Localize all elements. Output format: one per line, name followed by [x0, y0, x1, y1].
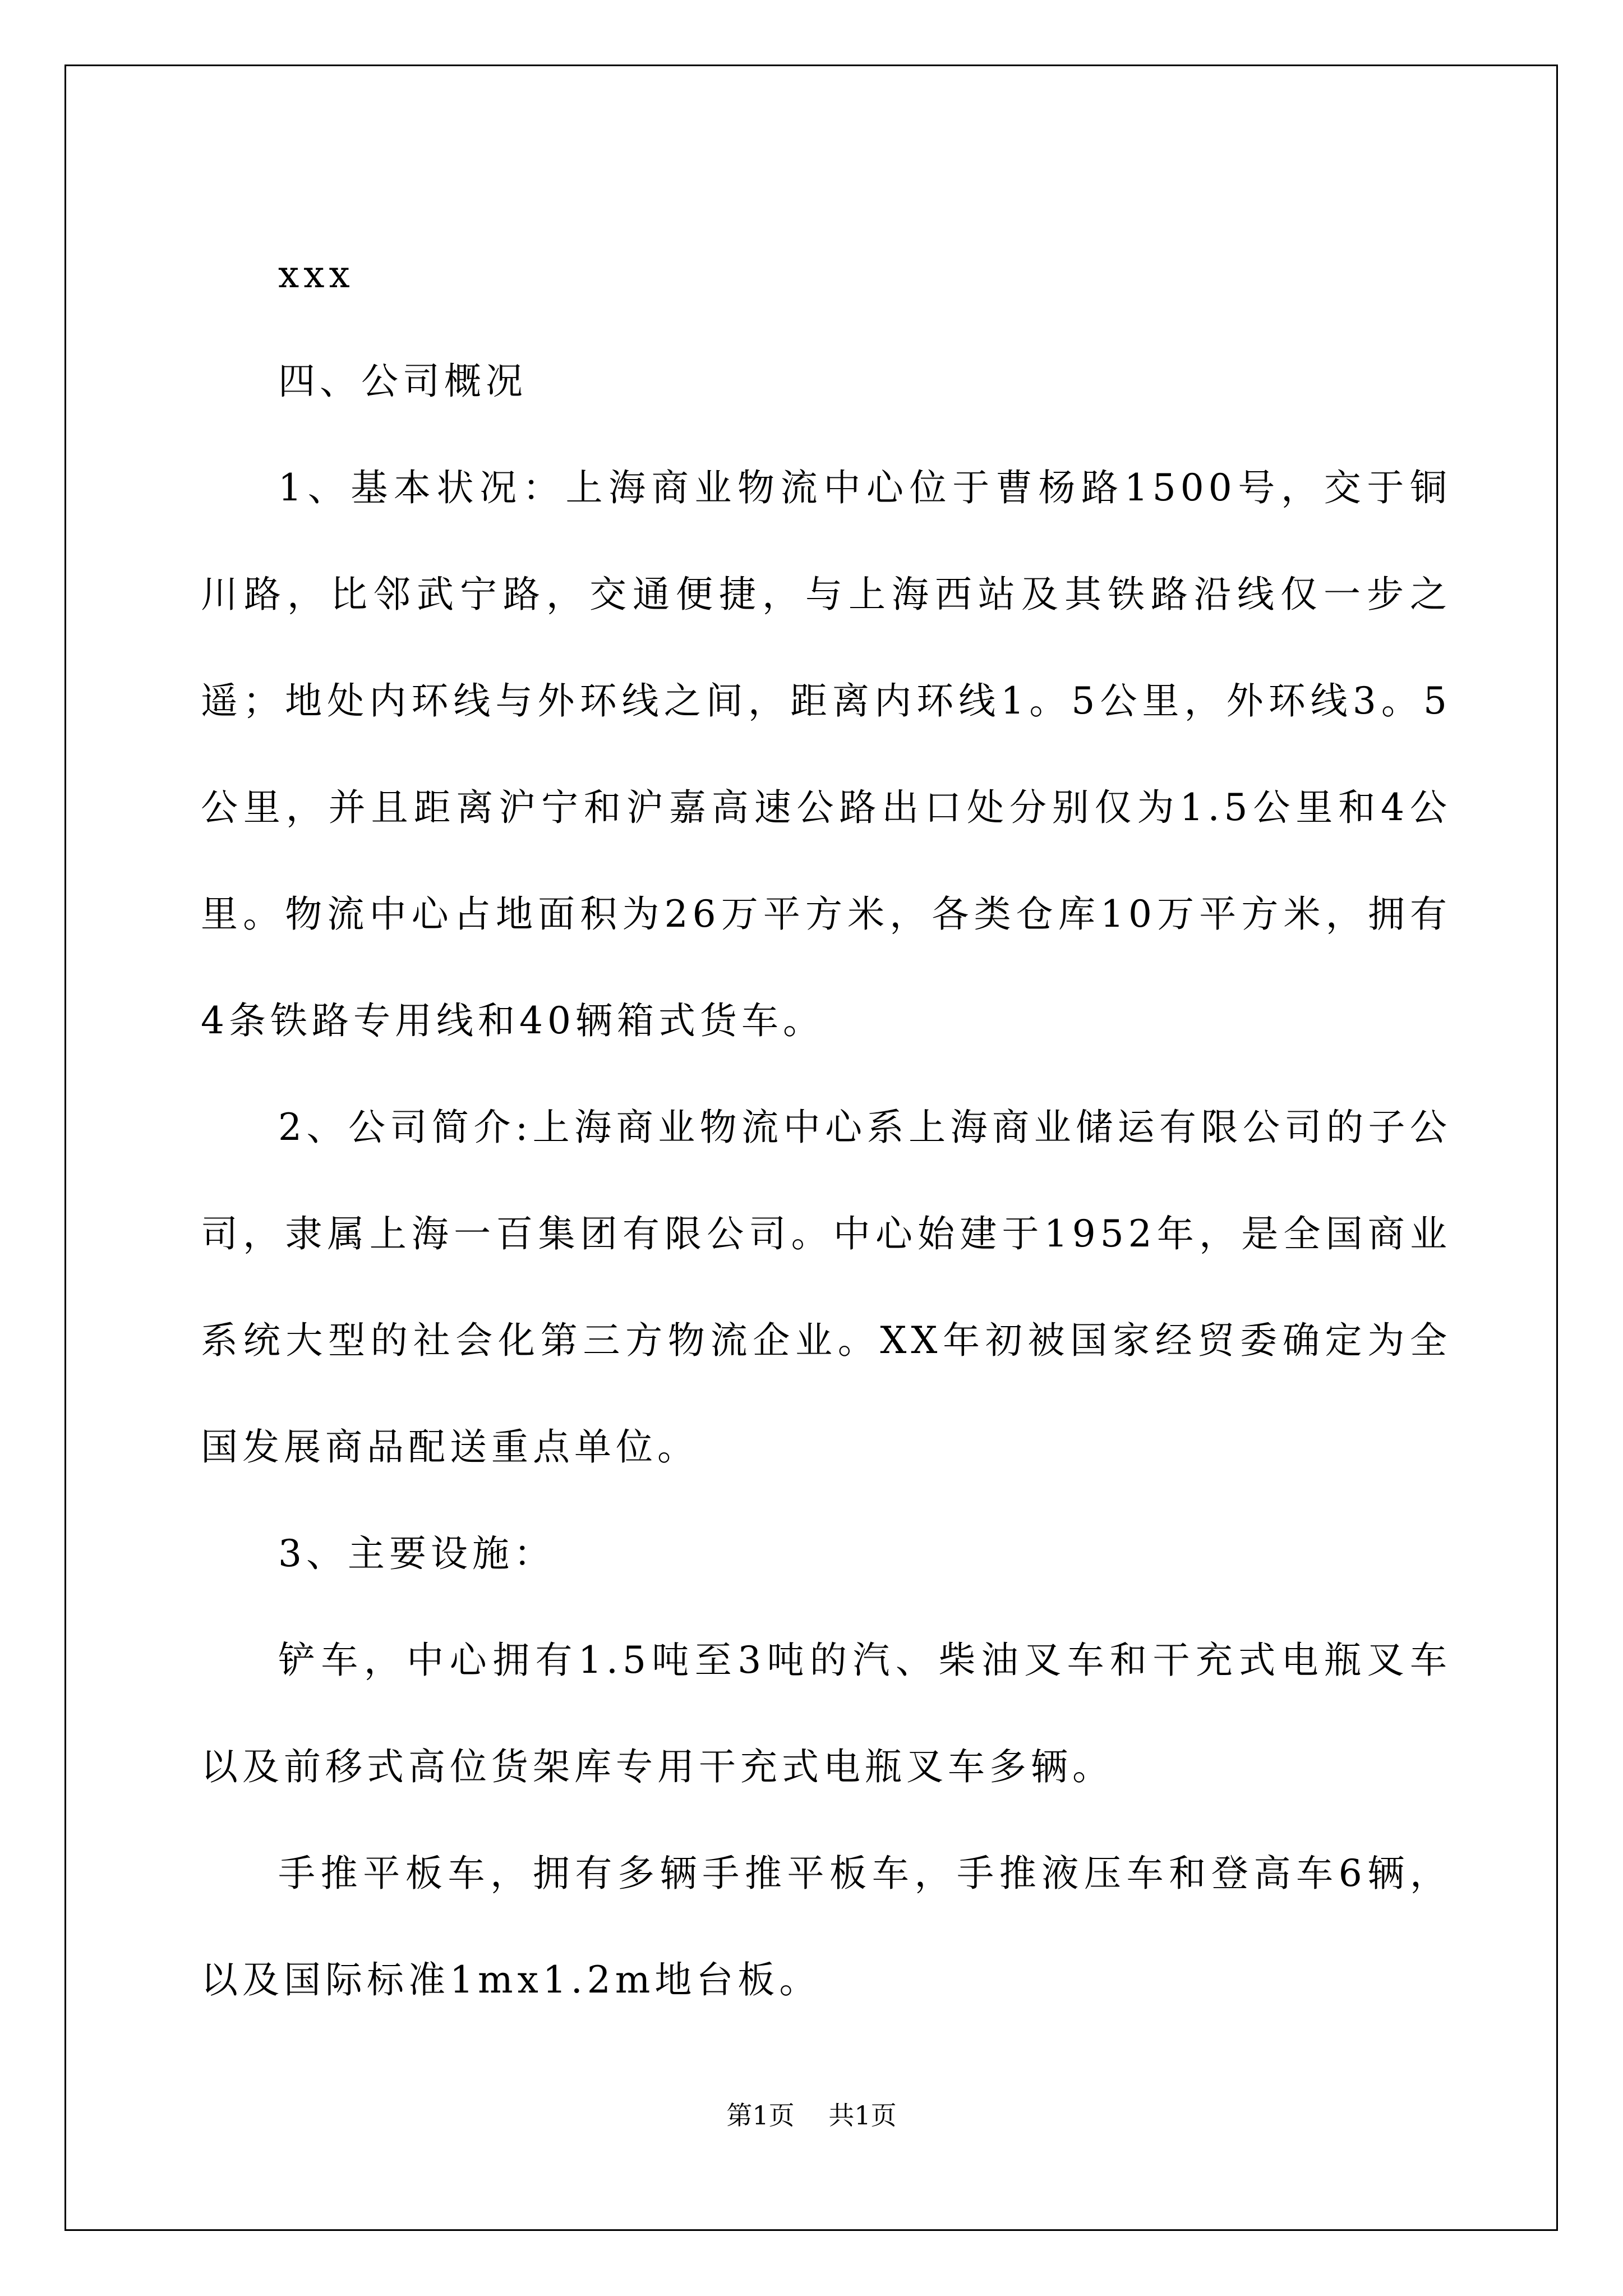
- paragraph-company-intro: 2、公司简介:上海商业物流中心系上海商业储运有限公司的子公司，隶属上海一百集团有限公司。中心始建于1952年，是全国商业系统大型的社会化第三方物流企业。XX年初被国家经贸委确定为全国发展商品配送重点单位。: [201, 1106, 1451, 1469]
- header-text: xxx: [278, 253, 354, 296]
- paragraph-facilities-heading: 3、主要设施：: [278, 1532, 555, 1575]
- paragraph-basic-status: 1、基本状况：上海商业物流中心位于曹杨路1500号，交于铜川路，比邻武宁路，交通便捷，与上海西站及其铁路沿线仅一步之遥；地处内环线与外环线之间，距离内环线1。5公里，外环线3。5公里，并且距离沪宁和沪嘉高速公路出口处分别仅为1.5公里和4公里。物流中心占地面积为26万平方米，各类仓库10万平方米，拥有4条铁路专用线和40辆箱式货车。: [201, 466, 1451, 1042]
- paragraph-hand-carts: 手推平板车，拥有多辆手推平板车，手推液压车和登高车6辆，以及国际标准1mx1.2m地台板。: [201, 1852, 1451, 2001]
- page-number: 第1页: [726, 2100, 795, 2131]
- paragraph-forklifts: 铲车，中心拥有1.5吨至3吨的汽、柴油叉车和干充式电瓶叉车以及前移式高位货架库专用干充式电瓶叉车多辆。: [201, 1639, 1451, 1788]
- section-title: 四、公司概况: [278, 360, 527, 403]
- document-body: [201, 222, 1451, 2033]
- page-footer: [0, 2095, 1623, 2132]
- page-total: 共1页: [828, 2100, 897, 2131]
